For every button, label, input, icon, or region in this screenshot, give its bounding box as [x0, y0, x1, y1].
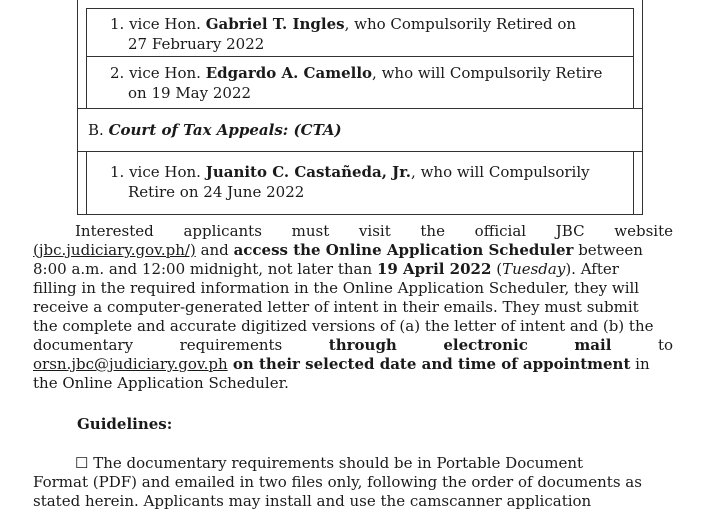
item-line2: Retire on 24 June 2022: [128, 183, 305, 201]
section-b-heading: [88, 120, 342, 140]
word: documentary: [33, 336, 134, 354]
para-line-5: receive a computer-generated letter of intent in their emails. They must submit: [33, 298, 639, 316]
word: website: [614, 222, 673, 240]
para-line-9: the Online Application Scheduler.: [33, 374, 289, 392]
word: mail: [574, 336, 612, 354]
text: ). After: [565, 260, 619, 278]
word: official: [474, 222, 527, 240]
item-text: , who will Compulsorily: [411, 163, 590, 181]
guideline-line-3: stated herein. Applicants may install and use the camscanner application: [33, 492, 592, 510]
word: to: [657, 336, 673, 354]
para-line-6: the complete and accurate digitized versions of (a) the letter of intent and (b) the: [33, 317, 654, 335]
table-item-ingles: [110, 14, 576, 34]
word: requirements: [179, 336, 283, 354]
text: The documentary requirements should be in Portable Document: [88, 454, 584, 472]
text: and: [195, 241, 234, 259]
para-line-8: [33, 355, 673, 374]
word: through: [328, 336, 397, 354]
deadline-day: Tuesday: [502, 260, 566, 278]
checkbox-icon: ☐: [75, 454, 89, 472]
item-number: 2. vice Hon.: [110, 64, 206, 82]
para-line-3: [33, 260, 673, 279]
deadline-date: 19 April 2022: [376, 260, 492, 278]
text: between: [573, 241, 643, 259]
word: applicants: [183, 222, 262, 240]
instructions-paragraph: [33, 222, 673, 393]
guideline-line-1: [33, 454, 673, 473]
para-line-1: [33, 222, 673, 241]
bold-text: on their selected date and time of appointment: [227, 355, 631, 373]
section-letter: B.: [88, 121, 109, 139]
item-line2: 27 February 2022: [128, 35, 265, 53]
para-line-2: [33, 241, 673, 260]
table-item-castaneda: [110, 162, 590, 182]
orsn-email-link[interactable]: orsn.jbc@judiciary.gov.ph: [33, 355, 228, 373]
word: JBC: [555, 222, 585, 240]
table-item-camello: [110, 63, 602, 83]
item-text: , who will Compulsorily Retire: [372, 64, 603, 82]
item-line2: on 19 May 2022: [128, 84, 252, 102]
item-text: , who Compulsorily Retired on: [344, 15, 577, 33]
guideline-line-2: Format (PDF) and emailed in two files only, following the order of documents as: [33, 473, 642, 491]
word: must: [291, 222, 330, 240]
para-line-7: [33, 336, 673, 355]
word: electronic: [443, 336, 528, 354]
item-number: 1. vice Hon.: [110, 15, 206, 33]
justice-name: Gabriel T. Ingles: [205, 15, 345, 33]
text: (: [491, 260, 503, 278]
court-name: Court of Tax Appeals: (CTA): [108, 121, 342, 139]
item-number: 1. vice Hon.: [110, 163, 206, 181]
guidelines-heading: Guidelines:: [77, 415, 173, 433]
justice-name: Juanito C. Castañeda, Jr.: [205, 163, 412, 181]
guidelines-body: [33, 454, 673, 511]
bold-text: access the Online Application Scheduler: [233, 241, 574, 259]
text: 8:00 a.m. and 12:00 midnight, not later than: [33, 260, 377, 278]
para-line-4: filling in the required information in the Online Application Scheduler, they will: [33, 279, 640, 297]
word: visit: [358, 222, 391, 240]
word: Interested: [75, 222, 154, 240]
text: in: [630, 355, 650, 373]
word: the: [420, 222, 445, 240]
jbc-website-link[interactable]: (jbc.judiciary.gov.ph/): [33, 241, 196, 259]
justice-name: Edgardo A. Camello: [205, 64, 373, 82]
